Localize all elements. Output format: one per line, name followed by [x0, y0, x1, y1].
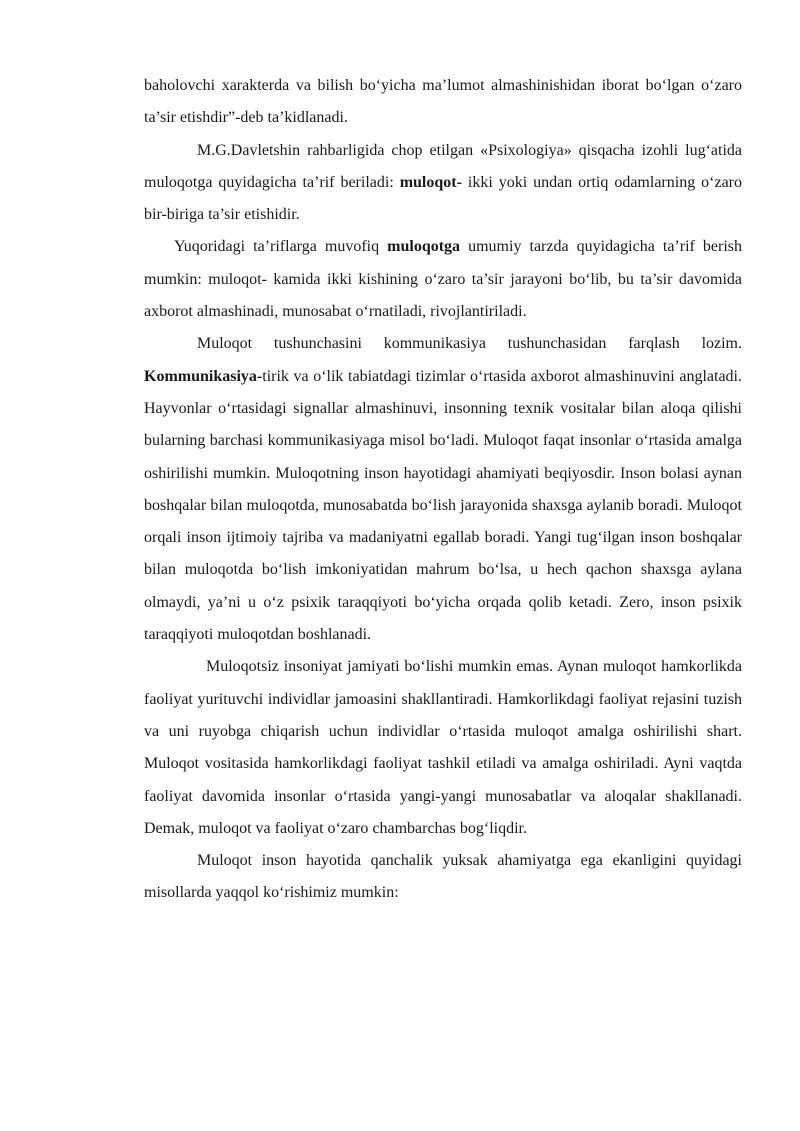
paragraph-3-text-start: Yuqoridagi ta’riflarga muvofiq: [174, 238, 388, 256]
paragraph-2: [144, 135, 742, 232]
term-kommunikasiya: Kommunikasiya-: [144, 367, 263, 385]
paragraph-2-text-start: M.G.Davletshin rahbarligida chop etilgan «Psixologiya» qisqacha izohli lug‘atida muloqotga quyidagicha ta’rif beriladi:: [144, 141, 742, 191]
paragraph-4: [144, 328, 742, 651]
paragraph-2-text-end: ikki yoki undan ortiq odamlarning o‘zaro bir-biriga ta’sir etishidir.: [144, 173, 742, 224]
paragraph-4-text-start: Muloqot tushunchasini kommunikasiya tushunchasidan farqlash lozim.: [197, 335, 742, 353]
paragraph-3-text-end: umumiy tarzda quyidagicha ta’rif berish mumkin: muloqot- kamida ikki kishining o‘zaro ta’sir jarayoni bo‘lib, bu ta’sir davomida axborot almashinadi, munosabat o‘rnatiladi, rivojlantiriladi.: [144, 238, 743, 321]
term-muloqot: muloqot-: [399, 173, 462, 191]
paragraph-6: Muloqot inson hayotida qanchalik yuksak ahamiyatga ega ekanligini quyidagi misollarda yaqqol ko‘rishimiz mumkin:: [144, 852, 742, 902]
paragraph-5: Muloqotsiz insoniyat jamiyati bo‘lishi mumkin emas. Aynan muloqot hamkorlikda faoliyat yurituvchi individlar jamoasini shakllantiradi. Hamkorlikdagi faoliyat rejasini tuzish va uni ruyobga chiqarish uchun individlar o‘rtasida muloqot amalga oshirilishi shart. Muloqot vositasida hamkorlikdagi faoliyat tashkil etiladi va amalga oshiriladi. Ayni vaqtda faoliyat davomida insonlar o‘rtasida yangi-yangi munosabatlar va aloqalar shakllanadi. Demak, muloqot va faoliyat o‘zaro chambarchas bog‘liqdir.: [144, 658, 742, 837]
paragraph-4-text-end: tirik va o‘lik tabiatdagi tizimlar o‘rtasida axborot almashinuvini anglatadi. Hayvonlar o‘rtasidagi signallar almashinuvi, insonning texnik vositalar bilan aloqa qilishi bularning barchasi kommunikasiyaga misol bo‘ladi. Muloqot faqat insonlar o‘rtasida amalga oshirilishi mumkin. Muloqotning inson hayotidagi ahamiyati beqiyosdir. Inson bolasi aynan boshqalar bilan muloqotda, munosabatda bo‘lish jarayonida shaxsga aylanib boradi. Muloqot orqali inson ijtimoiy tajriba va madaniyatni egallab boradi. Yangi tug‘ilgan inson boshqalar bilan muloqotda bo‘lish imkoniyatidan mahrum bo‘lsa, u hech qachon shaxsga aylana olmaydi, ya’ni u o‘z psixik taraqqiyoti bo‘yicha orqada qolib ketadi. Zero, inson psixik taraqqiyoti muloqotdan boshlanadi.: [144, 367, 742, 644]
document-body: [144, 70, 742, 910]
term-muloqotga: muloqotga: [387, 238, 461, 256]
paragraph-1: baholovchi xarakterda va bilish bo‘yicha ma’lumot almashinishidan iborat bo‘lgan o‘zaro ta’sir etishdir”-deb ta’kidlanadi.: [144, 77, 742, 127]
paragraph-3: [144, 231, 742, 328]
